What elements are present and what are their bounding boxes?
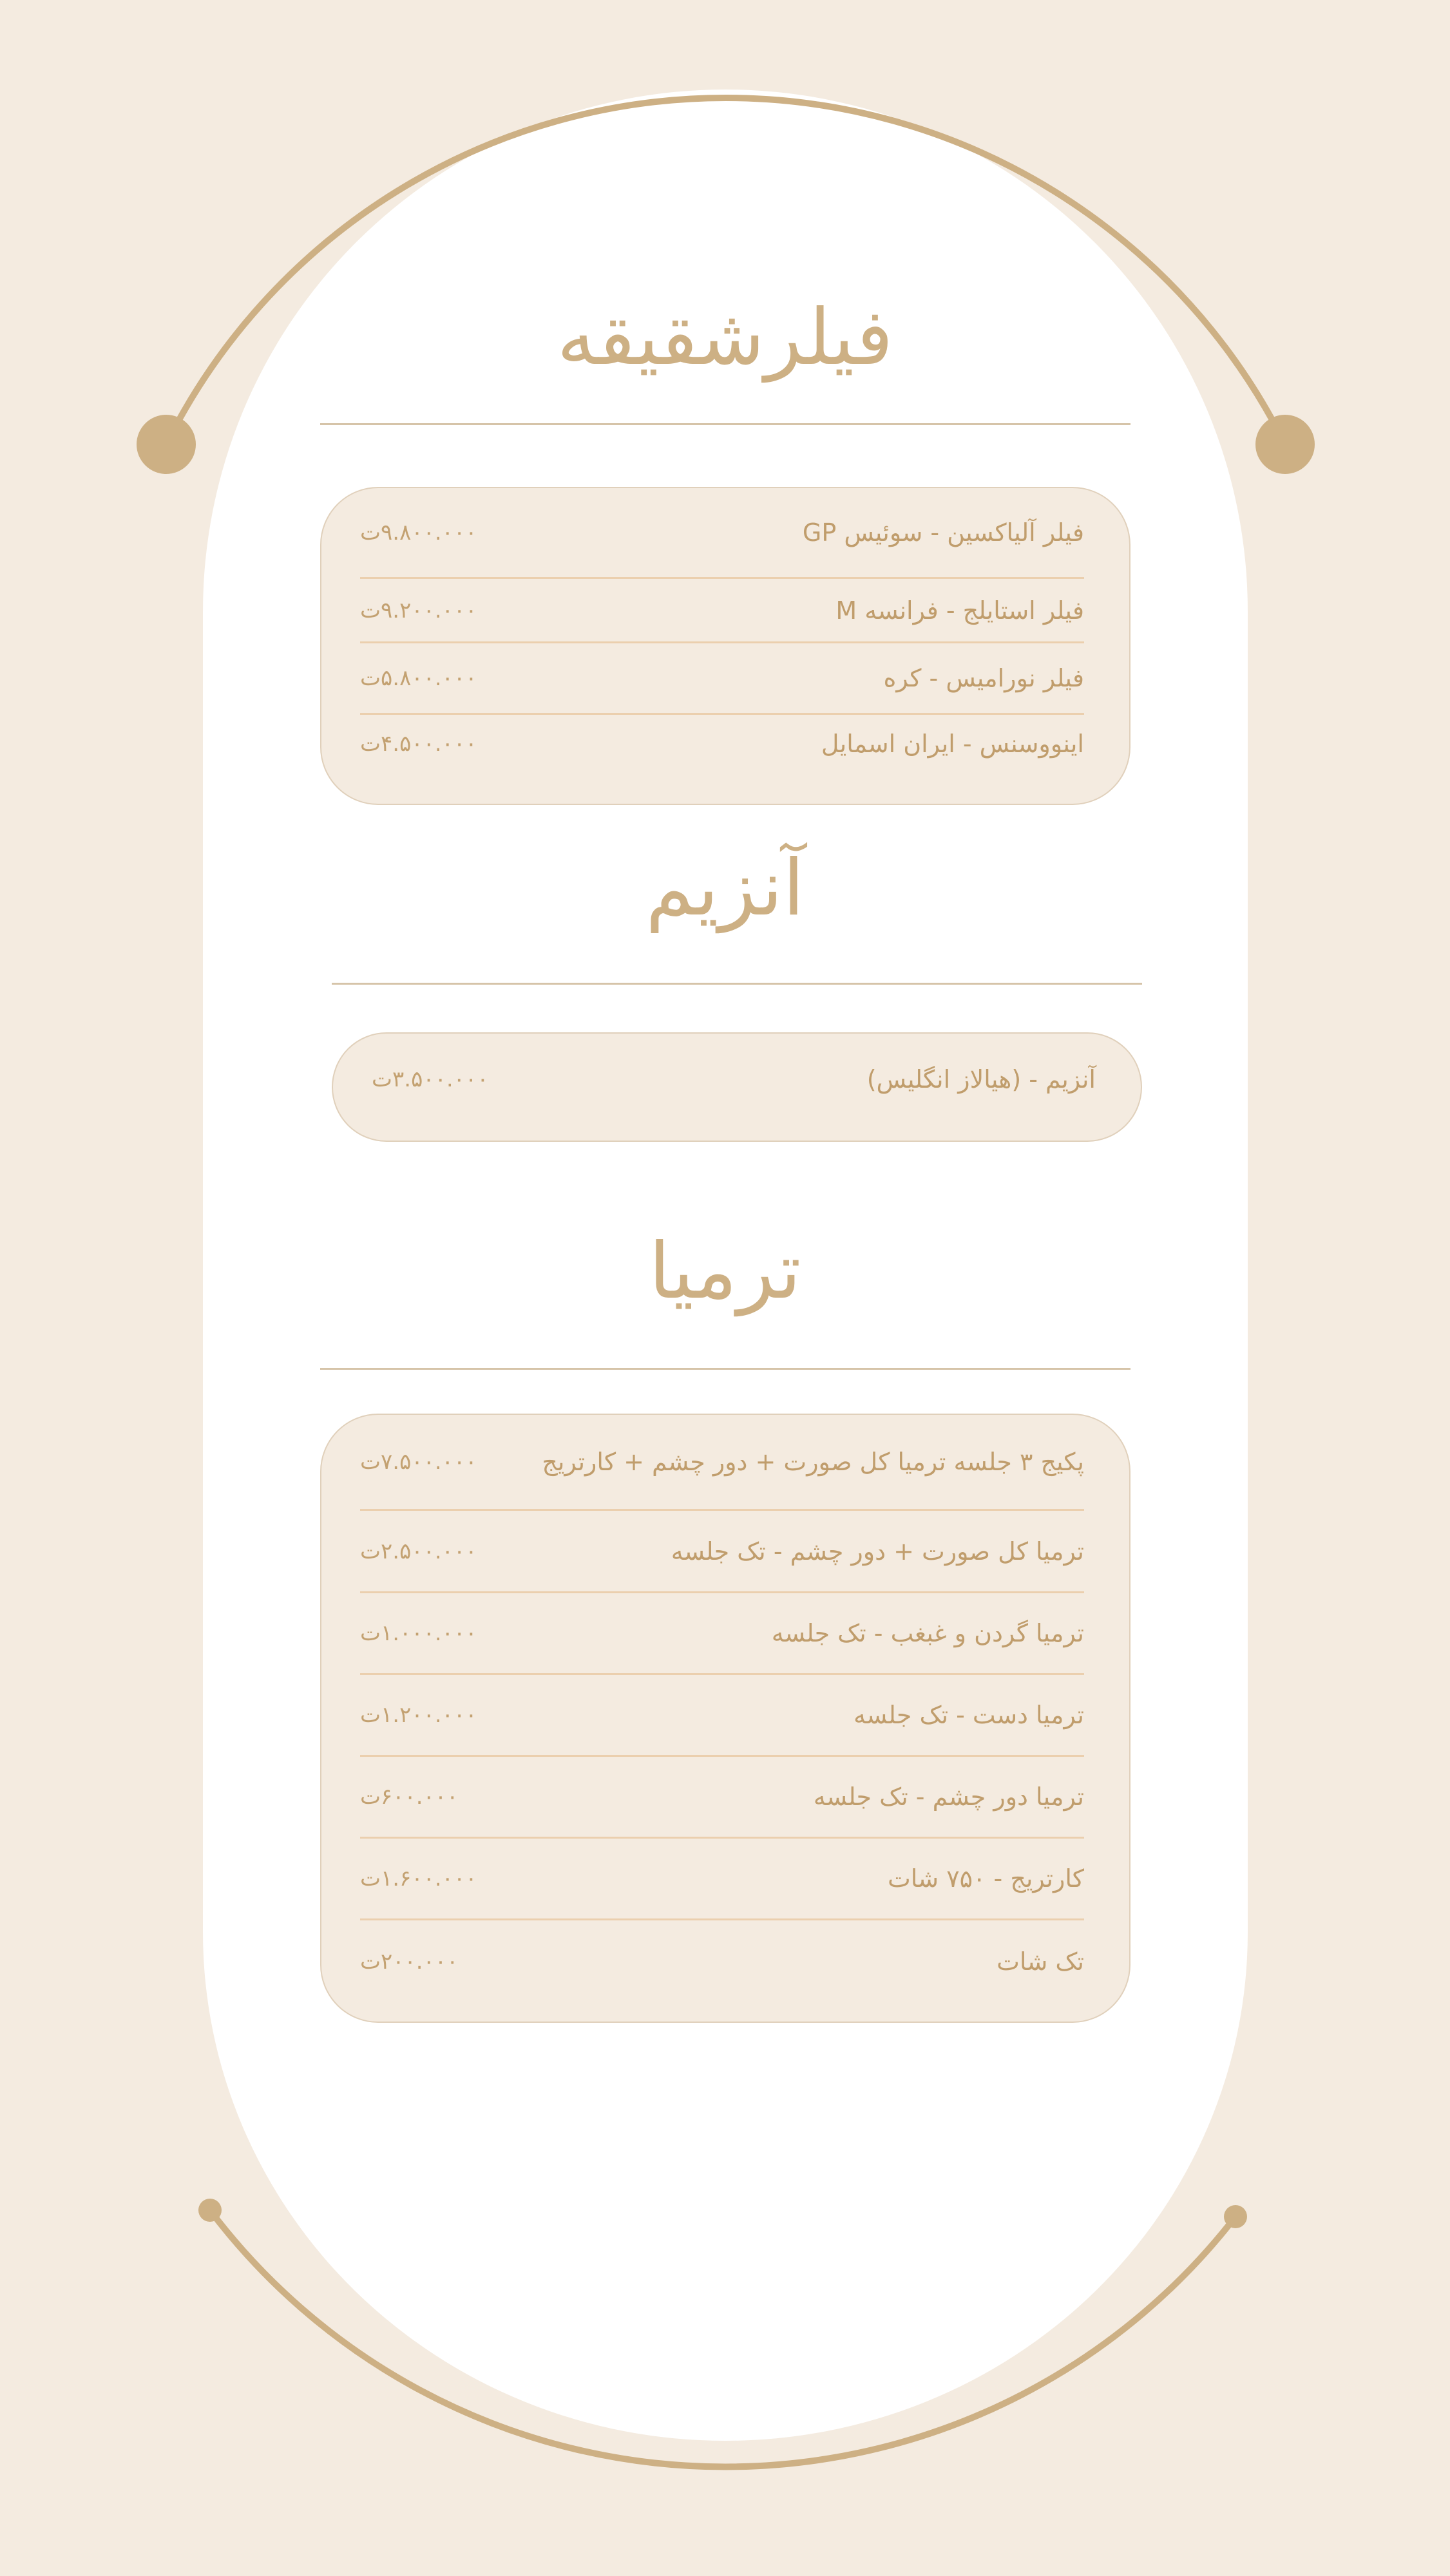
item-name: ترمیا دور چشم - تک جلسه <box>813 1783 1084 1811</box>
item-price: ۲.۵۰۰.۰۰۰ <box>381 1538 477 1564</box>
price-card-temple-filler <box>320 487 1130 805</box>
section-title-thermia: ترمیا <box>649 1227 801 1316</box>
list-item <box>360 1839 1084 1920</box>
currency-label: ت <box>360 1538 381 1564</box>
list-item <box>360 1675 1084 1757</box>
section-divider <box>320 1368 1130 1370</box>
currency-label: ت <box>372 1066 393 1092</box>
section-divider <box>332 983 1142 985</box>
list-item <box>360 1593 1084 1675</box>
price-card-thermia <box>320 1414 1130 2023</box>
section-title-enzyme: آنزیم <box>645 844 805 933</box>
item-price: ۱.۲۰۰.۰۰۰ <box>381 1702 477 1728</box>
item-price: ۲۰۰.۰۰۰ <box>381 1949 459 1975</box>
currency-label: ت <box>360 731 381 757</box>
section-title-temple-filler: فیلرشقیقه <box>557 293 893 383</box>
item-price: ۱.۰۰۰.۰۰۰ <box>381 1620 477 1646</box>
list-item <box>360 579 1084 643</box>
item-price: ۹.۲۰۰.۰۰۰ <box>381 597 477 623</box>
section-divider <box>320 423 1130 425</box>
item-name: ترمیا دست - تک جلسه <box>854 1701 1084 1729</box>
currency-label: ت <box>360 1702 381 1728</box>
item-name: اینووسنس - ایران اسمایل <box>821 730 1084 758</box>
list-item <box>360 643 1084 715</box>
currency-label: ت <box>360 597 381 623</box>
item-name: فیلر استایلج - فرانسه M <box>835 596 1084 625</box>
item-price: ۱.۶۰۰.۰۰۰ <box>381 1866 477 1891</box>
item-name: کارتریج - ۷۵۰ شات <box>887 1864 1084 1893</box>
currency-label: ت <box>360 1949 381 1975</box>
list-item <box>360 1757 1084 1839</box>
list-item <box>372 1034 1096 1125</box>
item-price: ۶۰۰.۰۰۰ <box>381 1784 459 1810</box>
item-name: ترمیا گردن و غبغب - تک جلسه <box>771 1619 1084 1647</box>
item-price: ۴.۵۰۰.۰۰۰ <box>381 731 477 757</box>
item-price: ۵.۸۰۰.۰۰۰ <box>381 665 477 691</box>
item-price: ۳.۵۰۰.۰۰۰ <box>392 1066 489 1092</box>
currency-label: ت <box>360 1620 381 1646</box>
list-item <box>360 1511 1084 1593</box>
list-item <box>360 1415 1084 1511</box>
price-card-enzyme <box>332 1032 1142 1142</box>
list-item <box>360 1920 1084 2003</box>
currency-label: ت <box>360 1784 381 1810</box>
item-name: تک شات <box>997 1947 1084 1976</box>
item-name: فیلر نورامیس - کره <box>883 664 1084 692</box>
item-name: آنزیم - (هیالاز انگلیس) <box>866 1065 1096 1094</box>
currency-label: ت <box>360 1449 381 1475</box>
item-price: ۷.۵۰۰.۰۰۰ <box>381 1449 477 1475</box>
currency-label: ت <box>360 665 381 691</box>
list-item <box>360 488 1084 579</box>
currency-label: ت <box>360 520 381 545</box>
item-name: فیلر آلیاکسین - سوئیس GP <box>802 518 1084 547</box>
item-name: پکیج ۳ جلسه ترمیا کل صورت + دور چشم + کارتریج <box>542 1448 1084 1476</box>
item-price: ۹.۸۰۰.۰۰۰ <box>381 520 477 545</box>
currency-label: ت <box>360 1866 381 1891</box>
list-item <box>360 715 1084 773</box>
item-name: ترمیا کل صورت + دور چشم - تک جلسه <box>671 1537 1084 1566</box>
